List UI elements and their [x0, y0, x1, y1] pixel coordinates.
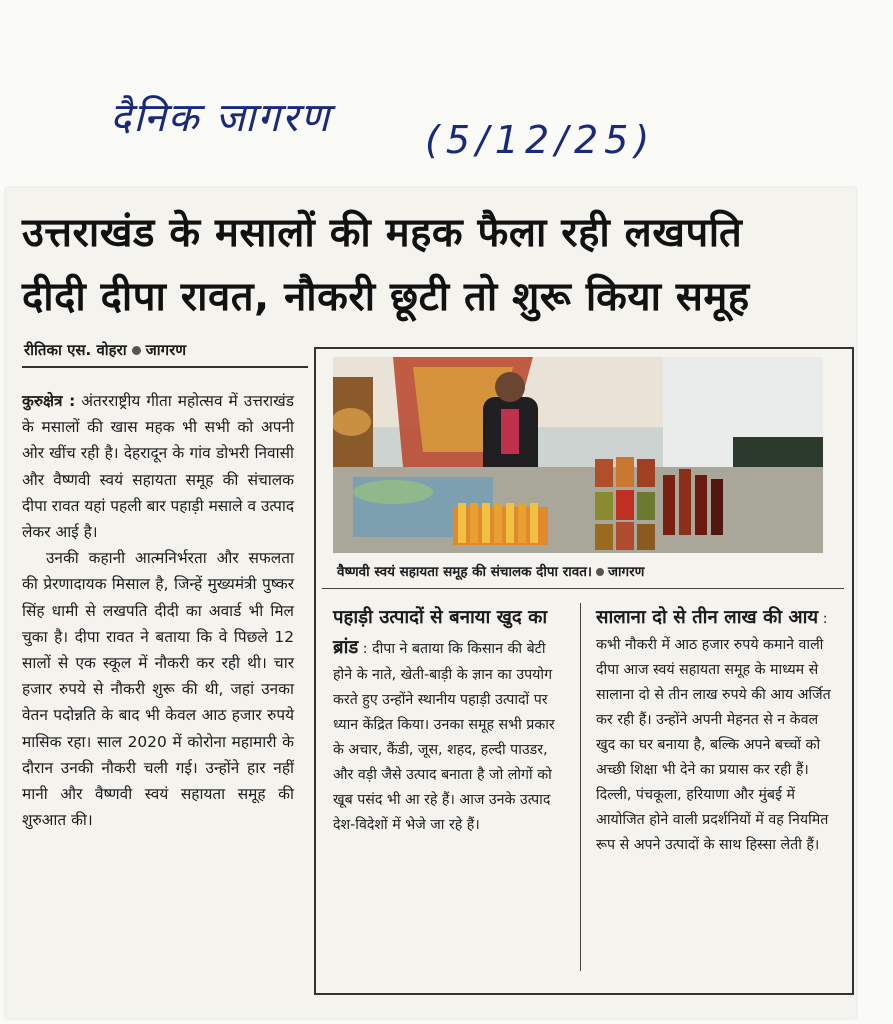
caption-text: वैष्णवी स्वयं सहायता समूह की संचालक दीपा रावत। [337, 564, 593, 580]
subheading-income: सालाना दो से तीन लाख की आय [596, 607, 819, 628]
paragraph-2: उनकी कहानी आत्मनिर्भरता और सफलता की प्रेरणादायक मिसाल है, जिन्हें मुख्यमंत्री पुष्कर सिंह धामी से लखपति दीदी का अवार्ड भी मिल चुका है। दीपा रावत ने बताया कि वे पिछले 12 सालों से एक स्कूल में नौकरी कर रही थी। चार हजार रुपये से नौकरी शुरू की थी, जहां उनका वेतन पदोन्नति के बाद भी केवल आठ हजार रुपये मासिक रहा। साल 2020 में कोरोना महामारी के दौरान उनकी नौकरी चली गई। उन्होंने हार नहीं मानी और वैष्णवी स्वयं सहायता समूह की शुरुआत की। [22, 549, 294, 830]
subsection-income [596, 603, 836, 858]
headline-line-1: उत्तराखंड के मसालों की महक फैला रही लखपति [22, 210, 743, 256]
byline-author: रीतिका एस. वोहरा [24, 341, 127, 359]
main-column [22, 388, 294, 833]
byline-divider [22, 366, 308, 368]
byline [24, 340, 186, 360]
photo-caption [337, 562, 827, 580]
dateline: कुरुक्षेत्र : [22, 392, 76, 410]
subsection-brand-text: : दीपा ने बताया कि किसान की बेटी होने के नाते, खेती-बाड़ी के ज्ञान का उपयोग करते हुए उन्होंने स्थानीय पहाड़ी उत्पादों पर ध्यान केंद्रित किया। उनका समूह सभी प्रकार के अचार, कैंडी, जूस, शहद, हल्दी पाउडर, और वड़ी जैसे उत्पाद बनाता है जो लोगों को खूब पसंद भी आ रहे हैं। आज उनके उत्पाद देश-विदेशों में भेजे जा रहे हैं। [333, 641, 555, 833]
bullet-icon [132, 346, 141, 355]
byline-source: जागरण [145, 341, 187, 359]
headline-line-2: दीदी दीपा रावत, नौकरी छूटी तो शुरू किया समूह [22, 274, 750, 320]
subsection-income-text: : कभी नौकरी में आठ हजार रुपये कमाने वाली दीपा आज स्वयं सहायता समूह के माध्यम से सालाना दो से तीन लाख रुपये की आय अर्जित कर रही हैं। उन्होंने अपनी मेहनत से न केवल खुद का घर बनाया है, बल्कि अपने बच्चों को अच्छी शिक्षा भी देने का प्रयास कर रही हैं। दिल्ली, पंचकूला, हरियाणा और मुंबई में आयोजित होने वाली प्रदर्शनियों में वह नियमित रूप से अपने उत्पादों के साथ हिस्सा लेती हैं। [596, 611, 831, 853]
handwritten-date: (5/12/25) [425, 118, 656, 162]
subheading-brand: पहाड़ी उत्पादों से बनाया खुद का ब्रांड [333, 607, 548, 658]
paragraph-1 [22, 388, 294, 545]
caption-divider [322, 588, 844, 589]
subsection-brand [333, 603, 568, 838]
handwritten-masthead: दैनिक जागरण [110, 95, 332, 141]
column-divider [580, 603, 581, 971]
caption-credit: जागरण [608, 564, 645, 580]
paragraph-1-text: अंतरराष्ट्रीय गीता महोत्सव में उत्तराखंड के मसालों की खास महक भी सभी को अपनी ओर खींच रही है। देहरादून के गांव डोभरी निवासी और वैष्णवी स्वयं सहायता समूह की संचालक दीपा रावत यहां पहली बार पहाड़ी मसाले व उत्पाद लेकर आई है। [22, 392, 294, 542]
stall-photo [333, 357, 823, 553]
bullet-icon [596, 568, 604, 576]
